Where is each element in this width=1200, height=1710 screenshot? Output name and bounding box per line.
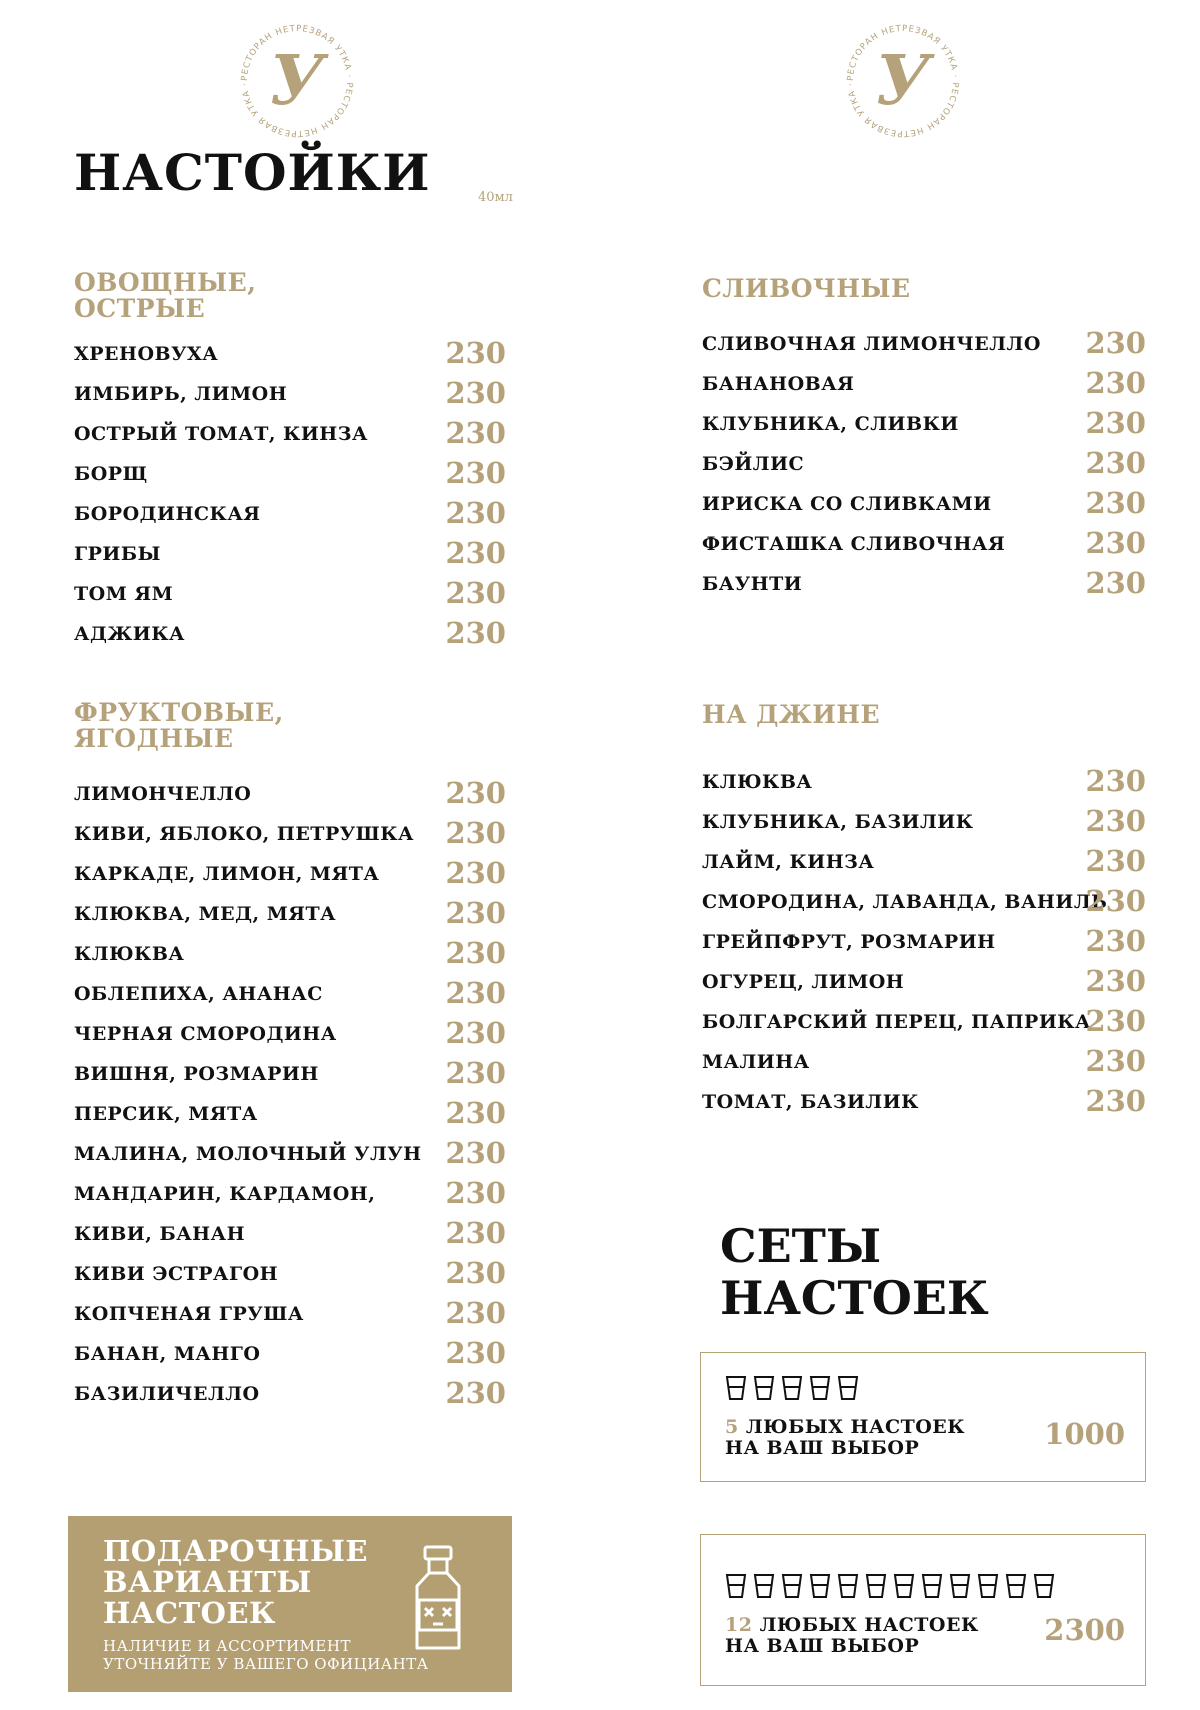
shot-glass-icon — [753, 1573, 775, 1599]
item-name: ФИСТАШКА СЛИВОЧНАЯ — [702, 533, 1006, 555]
menu-item — [702, 364, 1146, 404]
item-price: 230 — [445, 1016, 506, 1050]
svg-text:РЕСТОРАН НЕТРЕЗВАЯ УТКА · РЕСТ: РЕСТОРАН НЕТРЕЗВАЯ УТКА · РЕСТОРАН НЕТРЕЗВАЯ УТКА · — [239, 23, 355, 139]
item-list — [702, 762, 1146, 1122]
section-title: ФРУКТОВЫЕ, ЯГОДНЫЕ — [74, 698, 284, 753]
item-name: ЛАЙМ, КИНЗА — [702, 851, 875, 873]
item-name: БОРЩ — [74, 463, 148, 485]
shot-glass-icon — [921, 1573, 943, 1599]
shot-glass-icon — [781, 1573, 803, 1599]
set-name: 5 ЛЮБЫХ НАСТОЕК НА ВАШ ВЫБОР — [725, 1416, 966, 1459]
restaurant-logo-icon — [840, 18, 966, 144]
item-price: 230 — [1085, 366, 1146, 400]
menu-item — [702, 484, 1146, 524]
menu-item — [74, 934, 506, 974]
item-name: ТОМ ЯМ — [74, 583, 174, 605]
menu-item — [74, 1374, 506, 1414]
shot-glass-icon — [809, 1375, 831, 1401]
item-price: 230 — [445, 1376, 506, 1410]
menu-item — [702, 1002, 1146, 1042]
menu-item — [74, 1014, 506, 1054]
item-name: ХРЕНОВУХА — [74, 343, 219, 365]
shot-glass-icon — [725, 1573, 747, 1599]
menu-item — [74, 1174, 506, 1214]
menu-item — [702, 564, 1146, 604]
section-title: НА ДЖИНЕ — [702, 700, 881, 729]
shot-glass-icon — [949, 1573, 971, 1599]
item-name: БАЗИЛИЧЕЛЛО — [74, 1383, 260, 1405]
sets-title: СЕТЫ НАСТОЕК — [720, 1219, 989, 1325]
item-name: БАУНТИ — [702, 573, 803, 595]
menu-item — [74, 774, 506, 814]
volume-label: 40мл — [478, 190, 513, 205]
set-name: 12 ЛЮБЫХ НАСТОЕК НА ВАШ ВЫБОР — [725, 1614, 979, 1657]
section-title: СЛИВОЧНЫЕ — [702, 274, 911, 303]
shot-glass-icon — [809, 1573, 831, 1599]
shot-glass-icon — [837, 1573, 859, 1599]
item-price: 230 — [445, 1216, 506, 1250]
item-price: 230 — [1085, 486, 1146, 520]
menu-item — [702, 802, 1146, 842]
item-name: КОПЧЕНАЯ ГРУША — [74, 1303, 304, 1325]
menu-item — [74, 414, 506, 454]
item-name: КЛЮКВА, МЕД, МЯТА — [74, 903, 337, 925]
item-price: 230 — [445, 1176, 506, 1210]
item-price: 230 — [445, 376, 506, 410]
item-price: 230 — [1085, 446, 1146, 480]
item-name: СЛИВОЧНАЯ ЛИМОНЧЕЛЛО — [702, 333, 1041, 355]
menu-item — [74, 854, 506, 894]
menu-item — [74, 334, 506, 374]
section-title: ОВОЩНЫЕ, ОСТРЫЕ — [74, 268, 257, 323]
item-price: 230 — [445, 1136, 506, 1170]
item-name: МАНДАРИН, КАРДАМОН, — [74, 1183, 376, 1205]
item-name: КИВИ, БАНАН — [74, 1223, 246, 1245]
item-name: КЛЮКВА — [702, 771, 813, 793]
shot-glass-icon — [977, 1573, 999, 1599]
item-price: 230 — [1085, 326, 1146, 360]
item-price: 230 — [445, 1256, 506, 1290]
menu-item — [702, 962, 1146, 1002]
item-list — [74, 334, 506, 654]
shot-glass-icon — [725, 1375, 747, 1401]
menu-item — [702, 524, 1146, 564]
item-price: 230 — [1085, 844, 1146, 878]
page-title: НАСТОЙКИ — [74, 143, 431, 202]
item-price: 230 — [445, 456, 506, 490]
menu-item — [702, 1082, 1146, 1122]
item-price: 230 — [1085, 924, 1146, 958]
item-name: КИВИ ЭСТРАГОН — [74, 1263, 279, 1285]
menu-item — [74, 1254, 506, 1294]
shot-glass-icon — [1033, 1573, 1055, 1599]
menu-item — [74, 374, 506, 414]
gift-banner — [68, 1516, 512, 1692]
restaurant-logo-icon — [234, 18, 360, 144]
bottle-icon — [409, 1544, 467, 1652]
item-price: 230 — [445, 1096, 506, 1130]
item-name: МАЛИНА — [702, 1051, 810, 1073]
item-name: МАЛИНА, МОЛОЧНЫЙ УЛУН — [74, 1143, 422, 1165]
menu-item — [74, 1214, 506, 1254]
item-name: БЭЙЛИС — [702, 453, 805, 475]
shot-glass-icon — [865, 1573, 887, 1599]
item-price: 230 — [445, 416, 506, 450]
item-name: БАНАНОВАЯ — [702, 373, 855, 395]
shot-glass-icon — [753, 1375, 775, 1401]
menu-item — [74, 1054, 506, 1094]
set-card-5 — [700, 1352, 1146, 1482]
gift-title: ПОДАРОЧНЫЕ ВАРИАНТЫ НАСТОЕК — [103, 1534, 368, 1630]
item-name: БОЛГАРСКИЙ ПЕРЕЦ, ПАПРИКА — [702, 1011, 1092, 1033]
menu-item — [702, 842, 1146, 882]
menu-item — [702, 922, 1146, 962]
set-price: 2300 — [1044, 1613, 1125, 1647]
menu-item — [74, 1134, 506, 1174]
item-price: 230 — [445, 856, 506, 890]
menu-item — [702, 882, 1146, 922]
item-name: ЧЕРНАЯ СМОРОДИНА — [74, 1023, 337, 1045]
item-price: 230 — [445, 1336, 506, 1370]
item-price: 230 — [445, 616, 506, 650]
menu-item — [702, 404, 1146, 444]
item-name: ИРИСКА СО СЛИВКАМИ — [702, 493, 992, 515]
item-name: БОРОДИНСКАЯ — [74, 503, 261, 525]
menu-item — [74, 614, 506, 654]
item-name: ГРЕЙПФРУТ, РОЗМАРИН — [702, 931, 996, 953]
svg-text:РЕСТОРАН НЕТРЕЗВАЯ УТКА · РЕСТ: РЕСТОРАН НЕТРЕЗВАЯ УТКА · РЕСТОРАН НЕТРЕЗВАЯ УТКА · — [845, 23, 961, 139]
item-price: 230 — [1085, 1044, 1146, 1078]
menu-item — [702, 444, 1146, 484]
shot-glass-icon — [1005, 1573, 1027, 1599]
item-price: 230 — [445, 816, 506, 850]
item-name: КЛУБНИКА, СЛИВКИ — [702, 413, 959, 435]
item-price: 230 — [1085, 804, 1146, 838]
item-name: ОГУРЕЦ, ЛИМОН — [702, 971, 905, 993]
menu-item — [74, 1294, 506, 1334]
menu-item — [74, 814, 506, 854]
item-name: ГРИБЫ — [74, 543, 161, 565]
menu-item — [74, 974, 506, 1014]
item-price: 230 — [445, 1296, 506, 1330]
item-name: ВИШНЯ, РОЗМАРИН — [74, 1063, 319, 1085]
svg-text:У: У — [875, 41, 931, 121]
item-name: БАНАН, МАНГО — [74, 1343, 261, 1365]
section-vegetable — [74, 270, 506, 654]
menu-item — [702, 762, 1146, 802]
item-price: 230 — [1085, 964, 1146, 998]
gift-note: НАЛИЧИЕ И АССОРТИМЕНТ УТОЧНЯЙТЕ У ВАШЕГО ОФИЦИАНТА — [103, 1637, 429, 1673]
item-name: ЛИМОНЧЕЛЛО — [74, 783, 252, 805]
item-name: КИВИ, ЯБЛОКО, ПЕТРУШКА — [74, 823, 415, 845]
item-price: 230 — [445, 936, 506, 970]
set-card-12 — [700, 1534, 1146, 1686]
item-price: 230 — [1085, 1084, 1146, 1118]
item-price: 230 — [445, 496, 506, 530]
item-name: ТОМАТ, БАЗИЛИК — [702, 1091, 919, 1113]
section-fruit — [74, 700, 506, 1414]
item-name: СМОРОДИНА, ЛАВАНДА, ВАНИЛЬ — [702, 891, 1108, 913]
logo-left — [234, 18, 360, 144]
item-name: КЛЮКВА — [74, 943, 185, 965]
shot-glasses — [725, 1573, 1055, 1599]
item-price: 230 — [445, 896, 506, 930]
item-price: 230 — [445, 776, 506, 810]
menu-item — [74, 494, 506, 534]
item-name: АДЖИКА — [74, 623, 186, 645]
menu-item — [702, 324, 1146, 364]
item-name: КЛУБНИКА, БАЗИЛИК — [702, 811, 974, 833]
menu-item — [74, 454, 506, 494]
item-name: КАРКАДЕ, ЛИМОН, МЯТА — [74, 863, 380, 885]
item-list — [74, 774, 506, 1414]
logo-right — [840, 18, 966, 144]
item-price: 230 — [1085, 566, 1146, 600]
item-price: 230 — [445, 576, 506, 610]
item-price: 230 — [1085, 764, 1146, 798]
item-price: 230 — [445, 976, 506, 1010]
item-name: ПЕРСИК, МЯТА — [74, 1103, 258, 1125]
item-price: 230 — [1085, 884, 1146, 918]
item-price: 230 — [445, 1056, 506, 1090]
item-name: ОСТРЫЙ ТОМАТ, КИНЗА — [74, 423, 368, 445]
svg-text:У: У — [269, 41, 325, 121]
section-gin — [702, 702, 1146, 1122]
menu-item — [74, 574, 506, 614]
item-name: ОБЛЕПИХА, АНАНАС — [74, 983, 323, 1005]
shot-glass-icon — [893, 1573, 915, 1599]
shot-glass-icon — [837, 1375, 859, 1401]
item-price: 230 — [445, 536, 506, 570]
item-price: 230 — [1085, 1004, 1146, 1038]
shot-glasses — [725, 1375, 859, 1401]
shot-glass-icon — [781, 1375, 803, 1401]
item-name: ИМБИРЬ, ЛИМОН — [74, 383, 288, 405]
menu-item — [74, 534, 506, 574]
item-price: 230 — [1085, 406, 1146, 440]
section-creamy — [702, 276, 1146, 604]
menu-item — [74, 1334, 506, 1374]
item-price: 230 — [1085, 526, 1146, 560]
menu-item — [74, 1094, 506, 1134]
menu-item — [74, 894, 506, 934]
set-price: 1000 — [1044, 1417, 1125, 1451]
item-list — [702, 324, 1146, 604]
menu-item — [702, 1042, 1146, 1082]
item-price: 230 — [445, 336, 506, 370]
